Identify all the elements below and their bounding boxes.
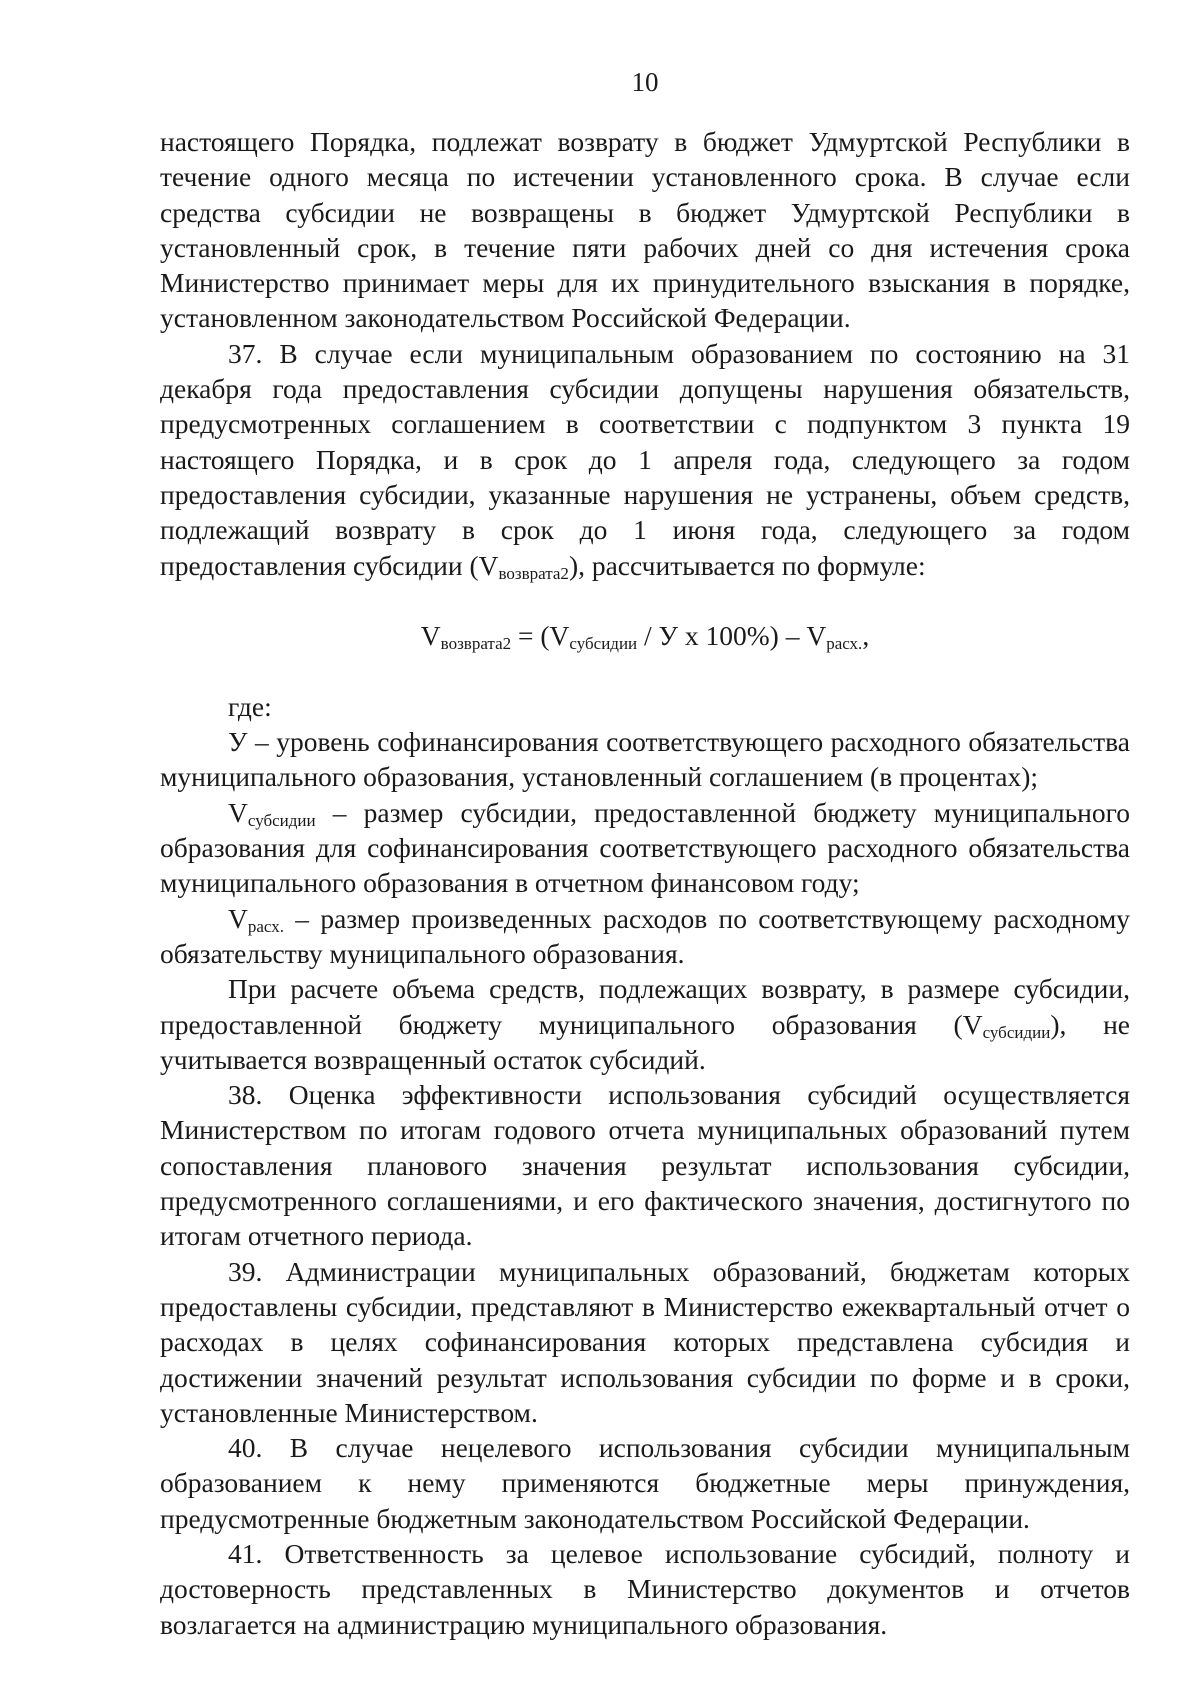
formula-sub-vozvrata2: возврата2: [440, 633, 512, 653]
definition-y: [160, 724, 1130, 795]
formula: [160, 618, 1130, 653]
paragraph-37: [160, 336, 1130, 583]
definition-subscript: расх.: [247, 916, 284, 936]
paragraph-40: 40. В случае нецелевого использования субсидии муниципальным образованием к нему применяются бюджетные меры принуждения, предусмотренные бюджетным законодательством Российской Федерации.: [160, 1432, 1130, 1534]
paragraph-37-tail: ), рассчитывается по формуле:: [568, 549, 926, 581]
subscript-vozvrata2: возврата2: [498, 563, 569, 583]
paragraph-calculation: [160, 971, 1130, 1077]
paragraph-41: 41. Ответственность за целевое использование субсидий, полноту и достоверность представленных в Министерство документов и отчетов возлагается на администрацию муниципального образования.: [160, 1537, 1130, 1640]
paragraph-37-text: 37. В случае если муниципальным образованием по состоянию на 31 декабря года предоставления субсидии допущены нарушения обязательств, предусмотренных соглашением в соответствии с подпунктом 3 пункта 19 настоящего Порядка, и в срок до 1 апреля года, следующего за годом предоставления субсидии, указанные нарушения не устранены, объем средств, подлежащий возврату в срок до 1 июня года, следующего за годом предоставления субсидии (V: [160, 337, 1130, 581]
definition-symbol: У: [228, 726, 248, 758]
definition-symbol: V: [228, 902, 248, 934]
definition-text: – размер произведенных расходов по соответствующему расходному обязательству муниципального образования.: [160, 902, 1130, 969]
paragraph-continuation: настоящего Порядка, подлежат возврату в бюджет Удмуртской Республики в течение одного месяца по истечении установленного срока. В случае если средства субсидии не возвращены в бюджет Удмуртской Республики в установленный срок, в течение пяти рабочих дней со дня истечения срока Министерство принимает меры для их принудительного взыскания в порядке, установленном законодательством Российской Федерации.: [160, 126, 1130, 334]
formula-var-v: V: [420, 619, 441, 651]
formula-part: = (V: [511, 619, 570, 651]
definition-text: – размер субсидии, предоставленной бюджету муниципального образования для софинансирования соответствующего расходного обязательства муниципального образования в отчетном финансовом году;: [160, 796, 1130, 899]
paragraph-39: 39. Администрации муниципальных образований, бюджетам которых предоставлены субсидии, представляют в Министерство ежеквартальный отчет о расходах в целях софинансирования которых представлена субсидия и достижении значений результат использования субсидии по форме и в сроки, установленные Министерством.: [160, 1255, 1130, 1428]
paragraph-calculation-text: При расчете объема средств, подлежащих возврату, в размере субсидии, предоставленной бюджету муниципального образования (V: [160, 973, 1130, 1040]
definition-v-subsidii: [160, 795, 1130, 901]
subscript-subsidii: субсидии: [982, 1022, 1051, 1042]
formula-sub-subsidii: субсидии: [569, 633, 638, 653]
document-body: [160, 124, 1130, 1642]
page-number: 10: [631, 67, 659, 97]
definition-symbol: V: [228, 796, 248, 828]
paragraph-calculation-tail: ), не учитывается возвращенный остаток субсидий.: [160, 1008, 1130, 1075]
formula-end: ,: [862, 619, 870, 651]
formula-sub-rash: расх.: [826, 633, 863, 653]
definition-subscript: субсидии: [247, 810, 316, 830]
paragraph-38: 38. Оценка эффективности использования субсидий осуществляется Министерством по итогам годового отчета муниципальных образований путем сопоставления планового значения результат использования субсидии, предусмотренного соглашениями, и его фактического значения, достигнутого по итогам отчетного периода.: [160, 1079, 1130, 1252]
where-label: где:: [228, 690, 272, 722]
definition-text: – уровень софинансирования соответствующего расходного обязательства муниципального образования, установленный соглашением (в процентах);: [160, 726, 1130, 793]
formula-part: / У х 100%) – V: [637, 619, 827, 651]
definition-v-rash: [160, 901, 1130, 972]
